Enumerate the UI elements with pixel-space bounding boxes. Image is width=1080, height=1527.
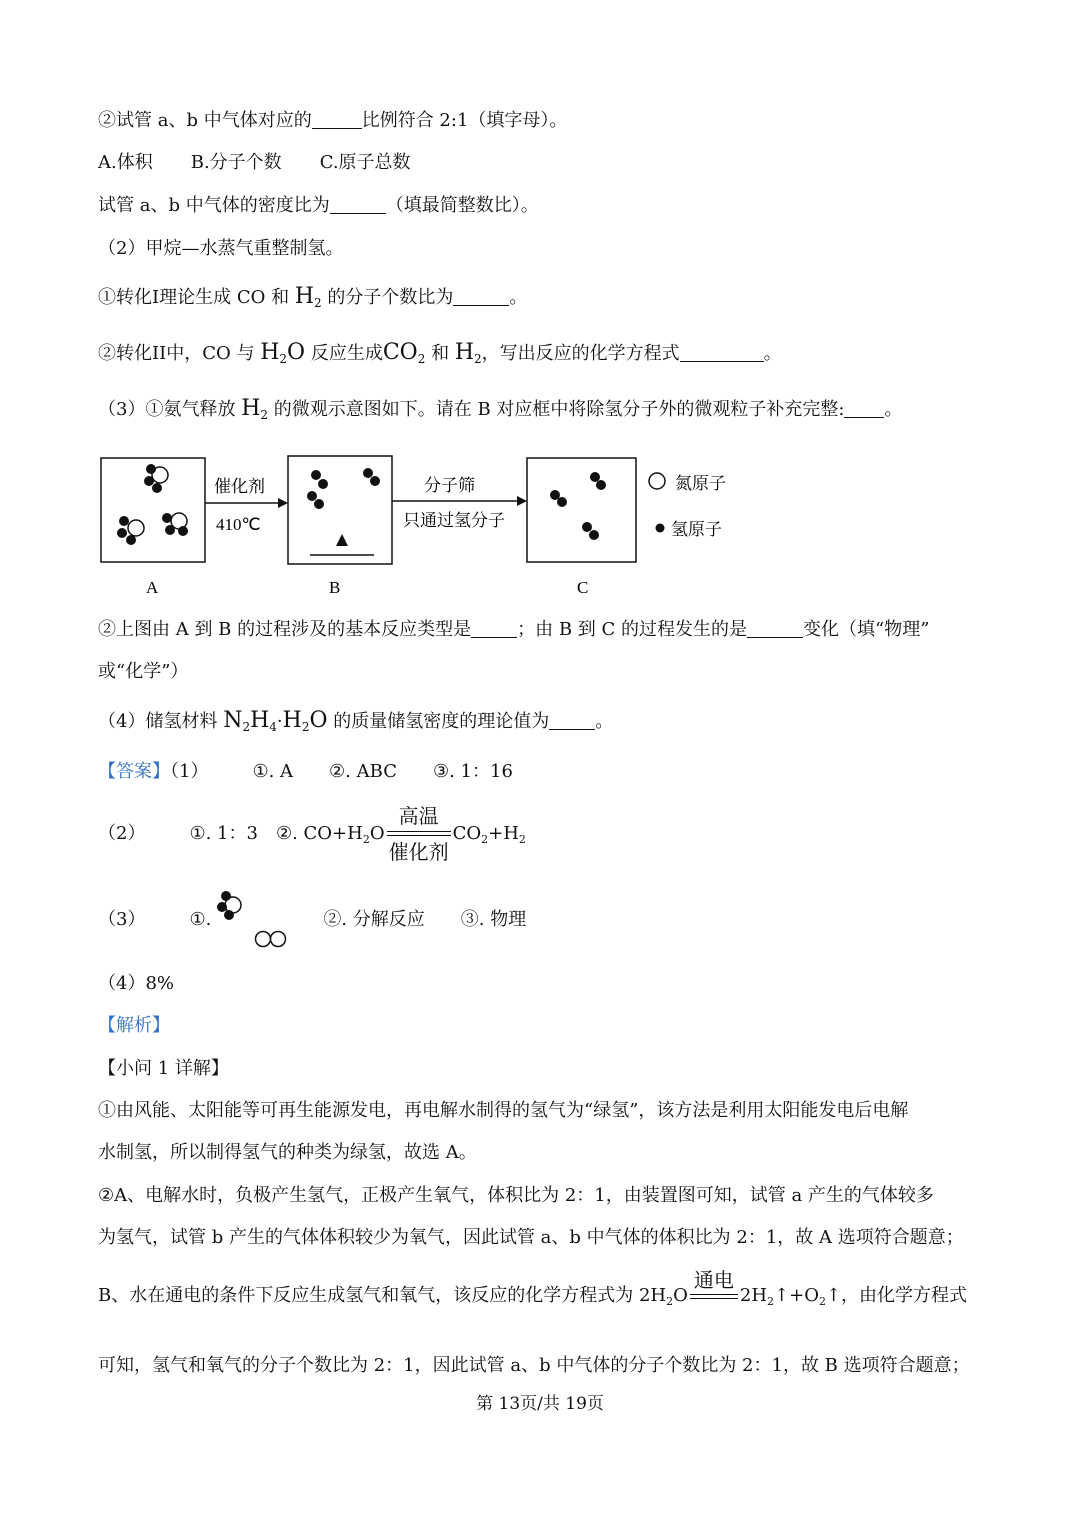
text: ③. 物理 [460, 909, 527, 930]
text: 试管 a、b 中气体的密度比为 [98, 195, 330, 216]
text: ，写出反应的化学方程式 [481, 343, 680, 364]
chem-h: H [454, 340, 474, 365]
text: 或“化学”） [98, 661, 189, 682]
text: （填最简整数比）。 [385, 195, 539, 216]
arrow-2-top-label: 分子筛 [424, 476, 475, 495]
text: ②. ABC [329, 761, 397, 782]
arrow-1-bottom-label: 410℃ [216, 515, 261, 534]
page-footer: 第 13页/共 19页 [476, 1394, 604, 1414]
analysis-paragraph-3 [98, 1268, 967, 1330]
chem-sub: 2 [666, 1295, 674, 1308]
arrow-2-bottom-label: 只通过氢分子 [403, 511, 505, 530]
analysis-paragraph-4 [98, 1353, 970, 1379]
answer-line-2 [98, 804, 526, 870]
label-b: B [329, 578, 341, 597]
chem-sub: 2 [362, 833, 370, 846]
reaction-condition [385, 804, 453, 864]
sub-question-1-heading [98, 1056, 229, 1082]
text: （4）8% [98, 973, 175, 994]
text: 的微观示意图如下。请在 B 对应框中将除氢分子外的微观粒子补充完整: [273, 399, 845, 420]
text: （3） [98, 909, 146, 930]
legend-nitrogen: 氮原子 [675, 474, 726, 493]
hydrogen-molecule [363, 468, 380, 486]
text: （1） [170, 761, 209, 782]
ammonia-molecule [162, 513, 188, 536]
section-3-2-line [98, 617, 929, 643]
triangle-marker [336, 534, 348, 546]
answer-tag: 【答案】 [98, 761, 170, 782]
text: （2）甲烷—水蒸气重整制氢。 [98, 238, 344, 259]
text: ↑，由化学方程式 [825, 1285, 968, 1306]
arrow-1-head [278, 498, 288, 508]
hydrogen-molecule [307, 491, 324, 509]
text: 为氢气，试管 b 产生的气体体积较少为氧气，因此试管 a、b 中气体的体积比为 2：1，故 A 选项符合题意； [98, 1227, 964, 1248]
chem-h: H [294, 284, 315, 309]
analysis-paragraph-1 [98, 1098, 908, 1124]
nitrogen-molecule [256, 932, 286, 947]
text: 。 [509, 287, 528, 308]
text: ①. A [252, 761, 294, 782]
hydrogen-molecule [590, 472, 606, 490]
text: ②转化II中，CO 与 [98, 343, 255, 364]
text: 。 [763, 343, 782, 364]
chem-sub: 2 [314, 296, 322, 310]
label-c: C [577, 578, 589, 597]
chem-sub: 2 [518, 833, 526, 846]
analysis-paragraph-1b [98, 1140, 477, 1166]
text: ②上图由 A 到 B 的过程涉及的基本反应类型是 [98, 619, 472, 640]
text: 的质量储氢密度的理论值为 [333, 711, 550, 732]
option-c: C.原子总数 [319, 152, 411, 173]
arrow-1-top-label: 催化剂 [214, 477, 265, 496]
text: O [369, 823, 385, 844]
analysis-paragraph-2 [98, 1183, 934, 1209]
text: 。 [884, 399, 903, 420]
text: ②. 分解反应 [323, 909, 425, 930]
chem-sub: 2 [474, 352, 482, 366]
chem-sub: 2 [481, 833, 489, 846]
option-a: A.体积 [98, 152, 153, 173]
text: +H [488, 823, 519, 844]
text: （2） [98, 823, 146, 844]
chem-sub: 2 [279, 352, 288, 366]
answer-blank [747, 619, 803, 638]
chem-sub: 2 [767, 1295, 775, 1308]
chem-sub: 2 [260, 408, 269, 422]
text: O [673, 1285, 688, 1306]
arrow-2-head [517, 496, 527, 506]
text: 反应生成 [310, 343, 383, 364]
chem-h: H [260, 340, 280, 365]
reaction-condition [688, 1268, 740, 1324]
text: 变化（填“物理” [803, 619, 930, 640]
hydrogen-molecule [311, 470, 328, 489]
answer-blank [471, 619, 517, 638]
condition-bottom: 催化剂 [388, 840, 449, 864]
text: ①转化I理论生成 CO 和 [98, 287, 290, 308]
text: ①. [189, 909, 212, 930]
text: 可知，氢气和氧气的分子个数比为 2：1，因此试管 a、b 中气体的分子个数比为 2：1，故 B 选项符合题意； [98, 1355, 970, 1376]
hydrogen-molecule [582, 522, 599, 540]
text: 和 [431, 343, 450, 364]
ammonia-molecule [117, 516, 144, 545]
text: ↑+O [774, 1285, 819, 1306]
text: ①由风能、太阳能等可再生能源发电，再电解水制得的氢气为“绿氢”，该方法是利用太阳能发电后电解 [98, 1100, 909, 1121]
analysis-tag: 【解析】 [98, 1015, 170, 1036]
text: ③. 1：16 [432, 761, 513, 782]
text: 2H [739, 1285, 768, 1306]
box-c [527, 458, 636, 562]
ammonia-molecule [144, 464, 168, 493]
analysis-tag-line [98, 1013, 170, 1039]
text: （3）①氨气释放 [98, 399, 236, 420]
answer-line-4 [98, 971, 174, 997]
chem-o: O [309, 708, 328, 733]
chem-sub: 2 [301, 720, 310, 734]
chem-o: O [287, 340, 306, 365]
chem-sub: 4 [269, 720, 277, 734]
text: （4）储氢材料 [98, 711, 218, 732]
text: ②. CO+H [275, 823, 363, 844]
option-b: B.分子个数 [190, 152, 282, 173]
answer-line-3 [98, 907, 526, 933]
text: ①. 1：3 [189, 823, 258, 844]
chem-co: CO [382, 340, 418, 365]
chem-h: H [241, 396, 261, 421]
chem-h: H [282, 708, 302, 733]
legend-hydrogen: 氢原子 [671, 520, 722, 539]
text: 比例符合 2:1（填字母）。 [361, 110, 568, 131]
text: ②A、电解水时，负极产生氢气，正极产生氧气，体积比为 2：1，由装置图可知，试管 a 产生的气体较多 [98, 1185, 934, 1206]
text: ②试管 a、b 中气体对应的 [98, 110, 312, 131]
reaction-diagram [0, 0, 1080, 620]
section-4-line [98, 708, 613, 740]
chem-dot: · [276, 711, 283, 732]
analysis-paragraph-2b [98, 1225, 964, 1251]
condition-top: 通电 [693, 1268, 734, 1292]
hydrogen-molecule [550, 490, 567, 507]
hydrogen-atom-icon [656, 524, 665, 533]
text: CO [452, 823, 482, 844]
box-b [288, 456, 392, 564]
text: 。 [595, 711, 614, 732]
text: 水制氢，所以制得氢气的种类为绿氢，故选 A。 [98, 1142, 477, 1163]
chem-n: N [223, 708, 243, 733]
text: 的分子个数比为 [327, 287, 454, 308]
chem-sub: 2 [818, 1295, 826, 1308]
condition-top: 高温 [398, 804, 439, 828]
answer-blank [549, 711, 595, 730]
chem-sub: 2 [242, 720, 251, 734]
section-3-2-cont [98, 659, 188, 685]
nitrogen-atom-icon [649, 473, 665, 489]
label-a: A [146, 578, 159, 597]
text: B、水在通电的条件下反应生成氢气和氧气，该反应的化学方程式为 2H [98, 1285, 667, 1306]
chem-h: H [250, 708, 270, 733]
answer-line-1 [98, 759, 513, 785]
text: ；由 B 到 C 的过程发生的是 [517, 619, 748, 640]
chem-sub: 2 [417, 352, 426, 366]
text: 【小问 1 详解】 [98, 1058, 229, 1079]
